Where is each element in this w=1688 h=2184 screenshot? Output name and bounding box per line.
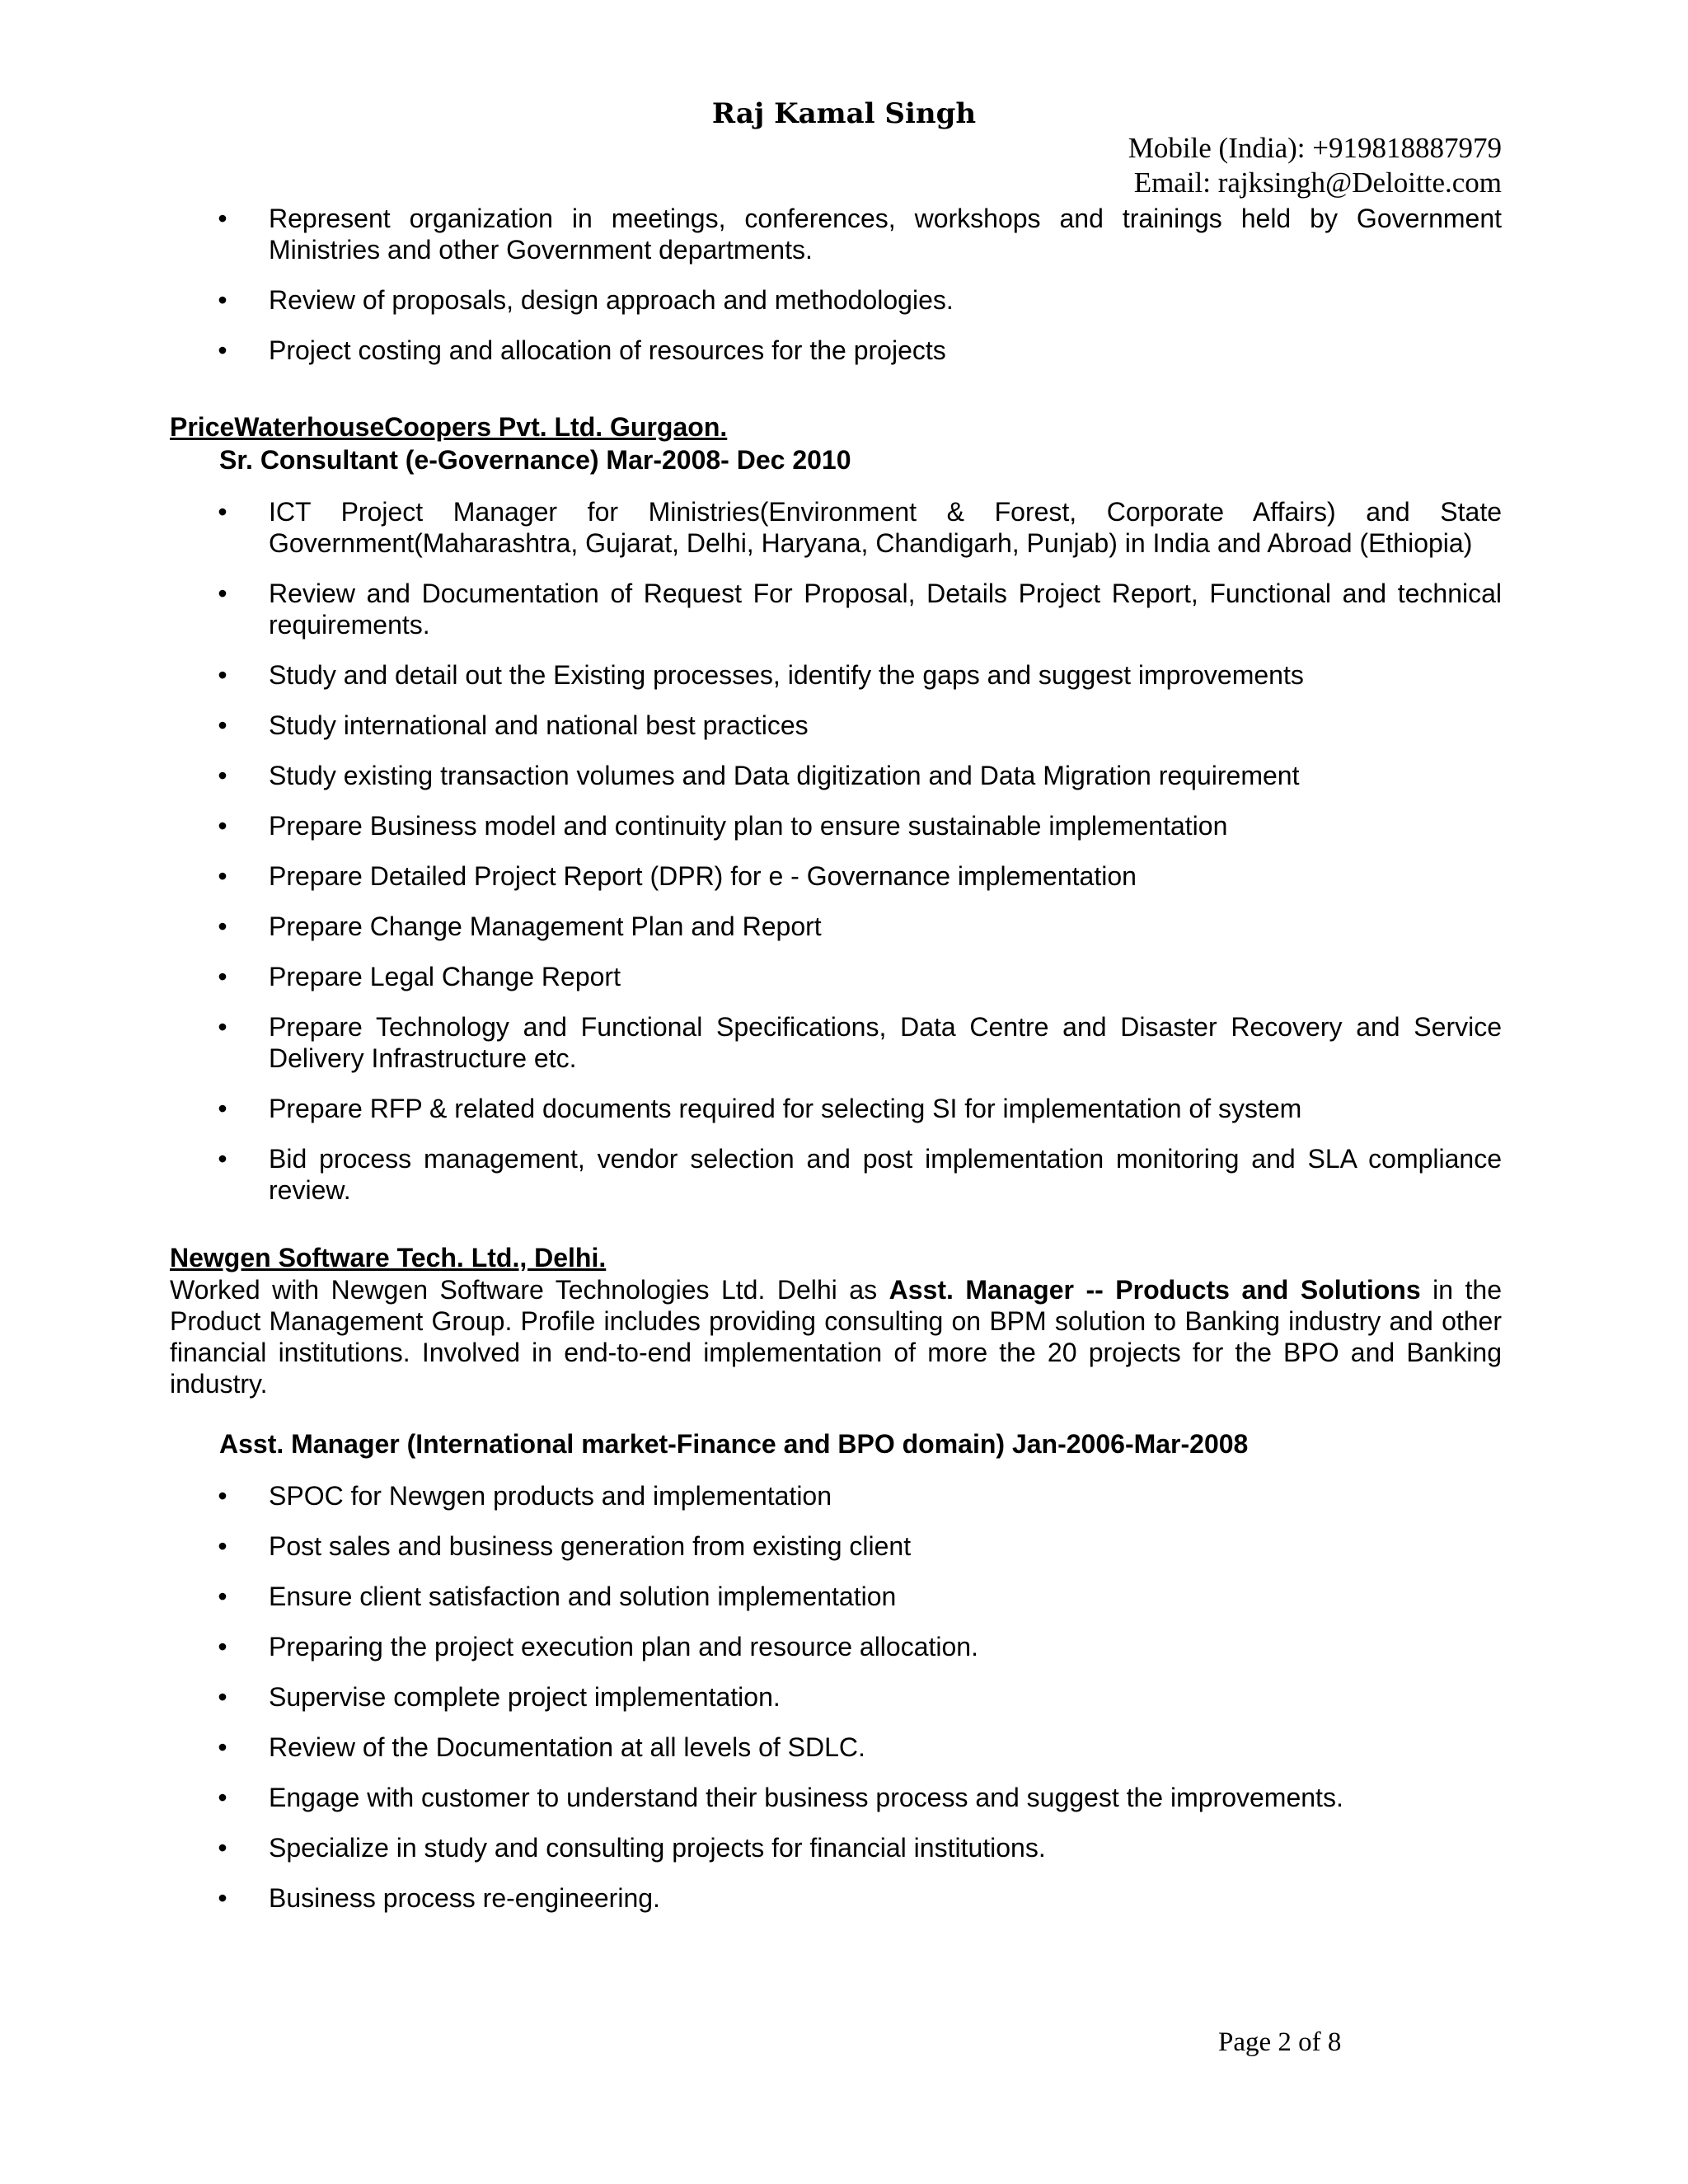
bullet-icon: • [218,710,227,740]
bullet-icon: • [218,1531,227,1561]
list-item: • Preparing the project execution plan and resource allocation. [214,1631,1502,1662]
role-heading-pwc: Sr. Consultant (e-Governance) Mar-2008- Dec 2010 [219,445,851,475]
company-heading-newgen: Newgen Software Tech. Ltd., Delhi. [170,1243,607,1272]
list-item: • Engage with customer to understand their business process and suggest the improvements. [214,1782,1502,1813]
candidate-name: Raj Kamal Singh [711,97,977,130]
list-item: • Business process re-engineering. [214,1882,1502,1914]
bullet-icon: • [218,1883,227,1913]
list-item: • Review of proposals, design approach and methodologies. [214,284,1502,316]
bullet-icon: • [218,1783,227,1812]
bullet-icon: • [218,204,227,233]
list-item: • ICT Project Manager for Ministries(Environment & Forest, Corporate Affairs) and State Government(Maharashtra, Gujarat, Delhi, Haryana, Chandigarh, Punjab) in India and Abroad (Ethiopia) [214,496,1502,559]
list-item: • Review of the Documentation at all levels of SDLC. [214,1732,1502,1763]
bullet-icon: • [218,1732,227,1762]
bullet-icon: • [218,1682,227,1712]
newgen-bullet-list [214,1480,1502,1914]
bullet-icon: • [218,1481,227,1511]
list-item: • Prepare Change Management Plan and Report [214,911,1502,942]
newgen-summary-paragraph: Worked with Newgen Software Technologies Ltd. Delhi as Asst. Manager -- Products and Solutions in the Product Management Group. Profile includes providing consulting on BPM solution to Banking industry and other financial institutions. Involved in end-to-end implementation of more the 20 projects for the BPO and Banking industry. [170,1275,1503,1399]
list-item: • Ensure client satisfaction and solution implementation [214,1581,1502,1612]
list-item: • Prepare Legal Change Report [214,961,1502,992]
bullet-icon: • [218,1144,227,1174]
page-number: Page 2 of 8 [1218,2027,1342,2057]
bullet-icon: • [218,285,227,315]
list-item: • Bid process management, vendor selection and post implementation monitoring and SLA compliance review. [214,1143,1502,1206]
list-item: • Prepare Detailed Project Report (DPR) for e - Governance implementation [214,860,1502,892]
company-heading-pwc: PriceWaterhouseCoopers Pvt. Ltd. Gurgaon. [170,412,728,442]
bullet-icon: • [218,912,227,941]
newgen-title-bold: Asst. Manager -- Products and Solutions [889,1275,1421,1305]
bullet-icon: • [218,335,227,365]
list-item: • Project costing and allocation of resources for the projects [214,335,1502,366]
email-address: Email: rajksingh@Deloitte.com [1133,166,1502,199]
bullet-icon: • [218,1582,227,1611]
list-item: • Represent organization in meetings, conferences, workshops and trainings held by Government Ministries and other Government departments. [214,203,1502,265]
pwc-bullet-list [214,496,1502,1206]
list-item: • Study international and national best practices [214,710,1502,741]
bullet-icon: • [218,1833,227,1863]
bullet-icon: • [218,579,227,608]
list-item: • Prepare RFP & related documents required for selecting SI for implementation of system [214,1093,1502,1124]
list-item: • Prepare Business model and continuity plan to ensure sustainable implementation [214,810,1502,841]
bullet-icon: • [218,761,227,790]
list-item: • Review and Documentation of Request For Proposal, Details Project Report, Functional and technical requirements. [214,578,1502,640]
list-item: • Supervise complete project implementation. [214,1681,1502,1713]
bullet-icon: • [218,660,227,690]
list-item: • Post sales and business generation from existing client [214,1530,1502,1562]
bullet-icon: • [218,811,227,841]
list-item: • Study existing transaction volumes and Data digitization and Data Migration requirement [214,760,1502,791]
intro-bullet-list [214,203,1502,366]
list-item: • SPOC for Newgen products and implementation [214,1480,1502,1511]
bullet-icon: • [218,861,227,891]
mobile-number: Mobile (India): +919818887979 [1128,132,1502,164]
list-item: • Prepare Technology and Functional Specifications, Data Centre and Disaster Recovery and Service Delivery Infrastructure etc. [214,1011,1502,1074]
bullet-icon: • [218,1094,227,1123]
bullet-icon: • [218,1632,227,1661]
bullet-icon: • [218,1012,227,1042]
role-heading-newgen: Asst. Manager (International market-Finance and BPO domain) Jan-2006-Mar-2008 [219,1429,1249,1459]
bullet-icon: • [218,962,227,991]
list-item: • Specialize in study and consulting projects for financial institutions. [214,1832,1502,1863]
bullet-icon: • [218,497,227,527]
list-item: • Study and detail out the Existing processes, identify the gaps and suggest improvements [214,659,1502,691]
